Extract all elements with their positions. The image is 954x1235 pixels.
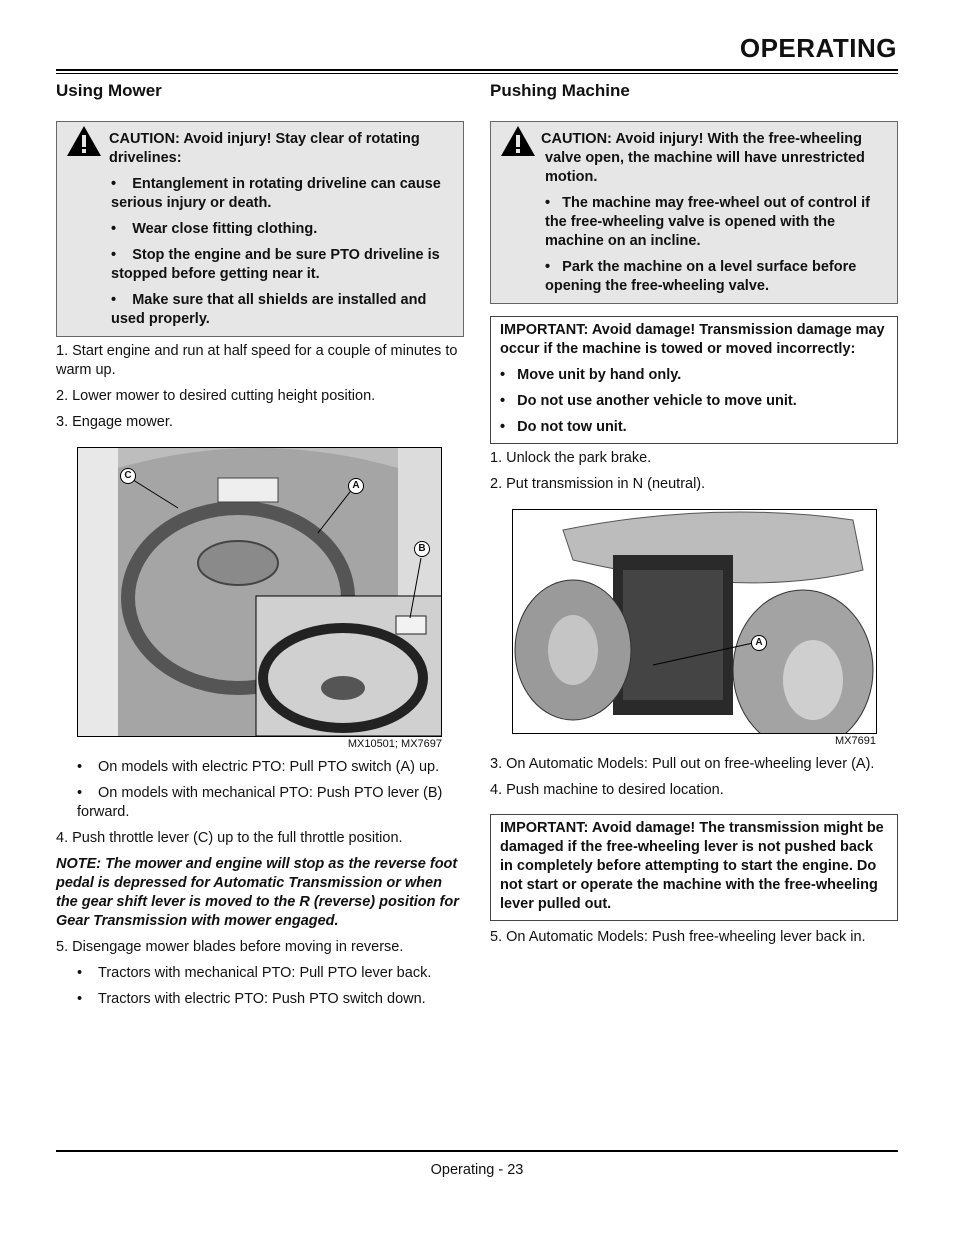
page-title: OPERATING: [739, 33, 897, 63]
caution-heading: CAUTION: Avoid injury! Stay clear of rotating: [109, 131, 420, 147]
step-3: 3. On Automatic Models: Pull out on free-wheeling lever (A).: [490, 756, 875, 772]
important-box: [490, 316, 898, 444]
step-4: 4. Push machine to desired location.: [490, 782, 724, 798]
warning-icon: [65, 124, 103, 158]
section-heading-using-mower: Using Mower: [56, 81, 162, 100]
caution-item: • The machine may free-wheel out of control if the free-wheeling valve is opened with the machine on an incline.: [545, 195, 870, 249]
step-5: 5. Disengage mower blades before moving in reverse.: [56, 939, 404, 955]
steering-wheel-illustration: [78, 448, 442, 736]
callout-a: A: [751, 635, 767, 651]
step-5: 5. On Automatic Models: Push free-wheeling lever back in.: [490, 929, 866, 945]
caution-item: • Wear close fitting clothing.: [111, 221, 318, 237]
step-4: 4. Push throttle lever (C) up to the full throttle position.: [56, 830, 403, 846]
figure-freewheel-lever: [512, 509, 877, 734]
note: NOTE: The mower and engine will stop as the reverse foot pedal is depressed for Automatic Transmission or when the gear shift lever is moved to the R (reverse) position for Gear Transmission with mower engaged.: [56, 856, 459, 929]
bullet-item: • Tractors with mechanical PTO: Pull PTO lever back.: [77, 965, 432, 981]
header-rule-thin: [56, 73, 898, 74]
caution-heading-cont: valve open, the machine will have unrestricted motion.: [545, 150, 865, 185]
important-box: [490, 814, 898, 921]
caution-box: [490, 121, 898, 304]
important-item: • Do not use another vehicle to move unit.: [500, 393, 797, 409]
page-footer: Operating - 23: [430, 1162, 524, 1178]
tractor-rear-illustration: [513, 510, 877, 733]
important-item: • Do not tow unit.: [500, 419, 627, 435]
caution-item: • Stop the engine and be sure PTO driveline is stopped before getting near it.: [111, 247, 440, 282]
caution-heading-cont: drivelines:: [109, 150, 182, 166]
caution-box: [56, 121, 464, 337]
caution-item: • Entanglement in rotating driveline can cause serious injury or death.: [111, 176, 441, 211]
warning-icon: [499, 124, 537, 158]
step-1: 1. Unlock the park brake.: [490, 450, 652, 466]
left-column: [56, 80, 464, 1009]
caution-item: • Make sure that all shields are installed and used properly.: [111, 292, 427, 327]
step-2: 2. Lower mower to desired cutting height position.: [56, 388, 376, 404]
callout-a: A: [348, 478, 364, 494]
bullet-item: • On models with electric PTO: Pull PTO switch (A) up.: [77, 759, 440, 775]
bullet-item: • Tractors with electric PTO: Push PTO switch down.: [77, 991, 426, 1007]
callout-c: C: [120, 468, 136, 484]
important-text: IMPORTANT: Avoid damage! Transmission damage may occur if the machine is towed or moved incorrectly:: [500, 322, 885, 357]
figure-steering-wheel: [77, 447, 442, 737]
bullet-item: • On models with mechanical PTO: Push PTO lever (B) forward.: [77, 785, 443, 820]
important-item: • Move unit by hand only.: [500, 367, 682, 383]
figure-caption: MX10501; MX7697: [347, 738, 442, 750]
header-rule: [56, 69, 898, 71]
callout-b: B: [414, 541, 430, 557]
step-1: 1. Start engine and run at half speed for a couple of minutes to warm up.: [56, 343, 458, 378]
footer-rule: [56, 1150, 898, 1152]
caution-item: • Park the machine on a level surface before opening the free-wheeling valve.: [545, 259, 857, 294]
step-3: 3. Engage mower.: [56, 414, 173, 430]
important-text: IMPORTANT: Avoid damage! The transmission might be damaged if the free-wheeling lever is not pushed back in completely before attempting to start the engine. Do not start or operate the machine with the free-wheeling lever pulled out.: [500, 820, 884, 912]
section-heading-pushing-machine: Pushing Machine: [490, 81, 630, 100]
right-column: [490, 80, 898, 947]
figure-caption: MX7691: [835, 735, 876, 747]
step-2: 2. Put transmission in N (neutral).: [490, 476, 706, 492]
caution-heading: CAUTION: Avoid injury! With the free-wheeling: [541, 131, 863, 147]
